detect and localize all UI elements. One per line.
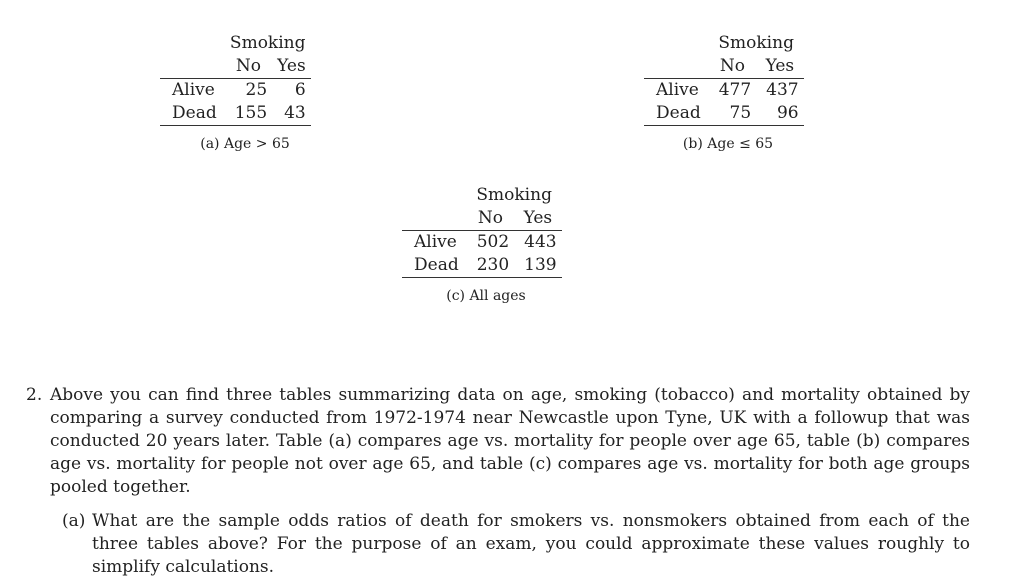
cell-dead-yes: 43 <box>272 102 311 126</box>
cell-dead-yes: 96 <box>756 102 803 126</box>
caption-table-a: (a) Age > 65 <box>200 136 290 152</box>
cell-alive-yes: 443 <box>524 232 557 252</box>
row-label-dead: Dead <box>644 102 709 126</box>
cell-alive-no: 477 <box>718 80 752 100</box>
col-header-yes: Yes <box>756 55 803 79</box>
col-header-no: No <box>467 207 514 231</box>
subquestion-a <box>62 510 970 579</box>
col-header-yes: Yes <box>272 55 311 79</box>
subquestion-label: (a) <box>62 511 86 531</box>
cell-dead-no: 230 <box>467 254 514 278</box>
row-label-alive: Alive <box>414 232 457 252</box>
cell-alive-no: 25 <box>245 80 268 100</box>
table-c <box>402 184 562 278</box>
caption-table-b: (b) Age ≤ 65 <box>682 136 774 152</box>
cell-dead-no: 75 <box>709 102 756 126</box>
smoking-header: Smoking <box>718 33 794 53</box>
smoking-header: Smoking <box>229 33 306 53</box>
question-2 <box>26 384 970 499</box>
col-header-yes: Yes <box>514 207 561 231</box>
question-number: 2. <box>26 385 43 405</box>
cell-alive-no: 502 <box>476 232 510 252</box>
cell-dead-no: 155 <box>225 102 272 126</box>
cell-alive-yes: 437 <box>766 80 799 100</box>
cell-alive-yes: 6 <box>294 80 306 100</box>
row-label-alive: Alive <box>656 80 699 100</box>
table-a <box>160 32 311 126</box>
table-b <box>644 32 804 126</box>
row-label-alive: Alive <box>172 80 215 100</box>
row-label-dead: Dead <box>160 102 225 126</box>
smoking-header: Smoking <box>476 185 552 205</box>
caption-table-c: (c) All ages <box>446 288 526 304</box>
question-text: Above you can find three tables summarizing data on age, smoking (tobacco) and mortality obtained by comparing a survey conducted from 1972-1974 near Newcastle upon Tyne, UK with a followup that was conducted 20 years later. Table (a) compares age vs. mortality for people over age 65, table (b) compares age vs. mortality for people not over age 65, and table (c) compares age vs. mortality for both age groups pooled together. <box>50 385 970 497</box>
col-header-no: No <box>709 55 756 79</box>
subquestion-text: What are the sample odds ratios of death for smokers vs. nonsmokers obtained from each of the three tables above? For the purpose of an exam, you could approximate these values roughly to simplify calculations. <box>92 511 970 577</box>
row-label-dead: Dead <box>402 254 467 278</box>
col-header-no: No <box>225 55 272 79</box>
cell-dead-yes: 139 <box>514 254 561 278</box>
